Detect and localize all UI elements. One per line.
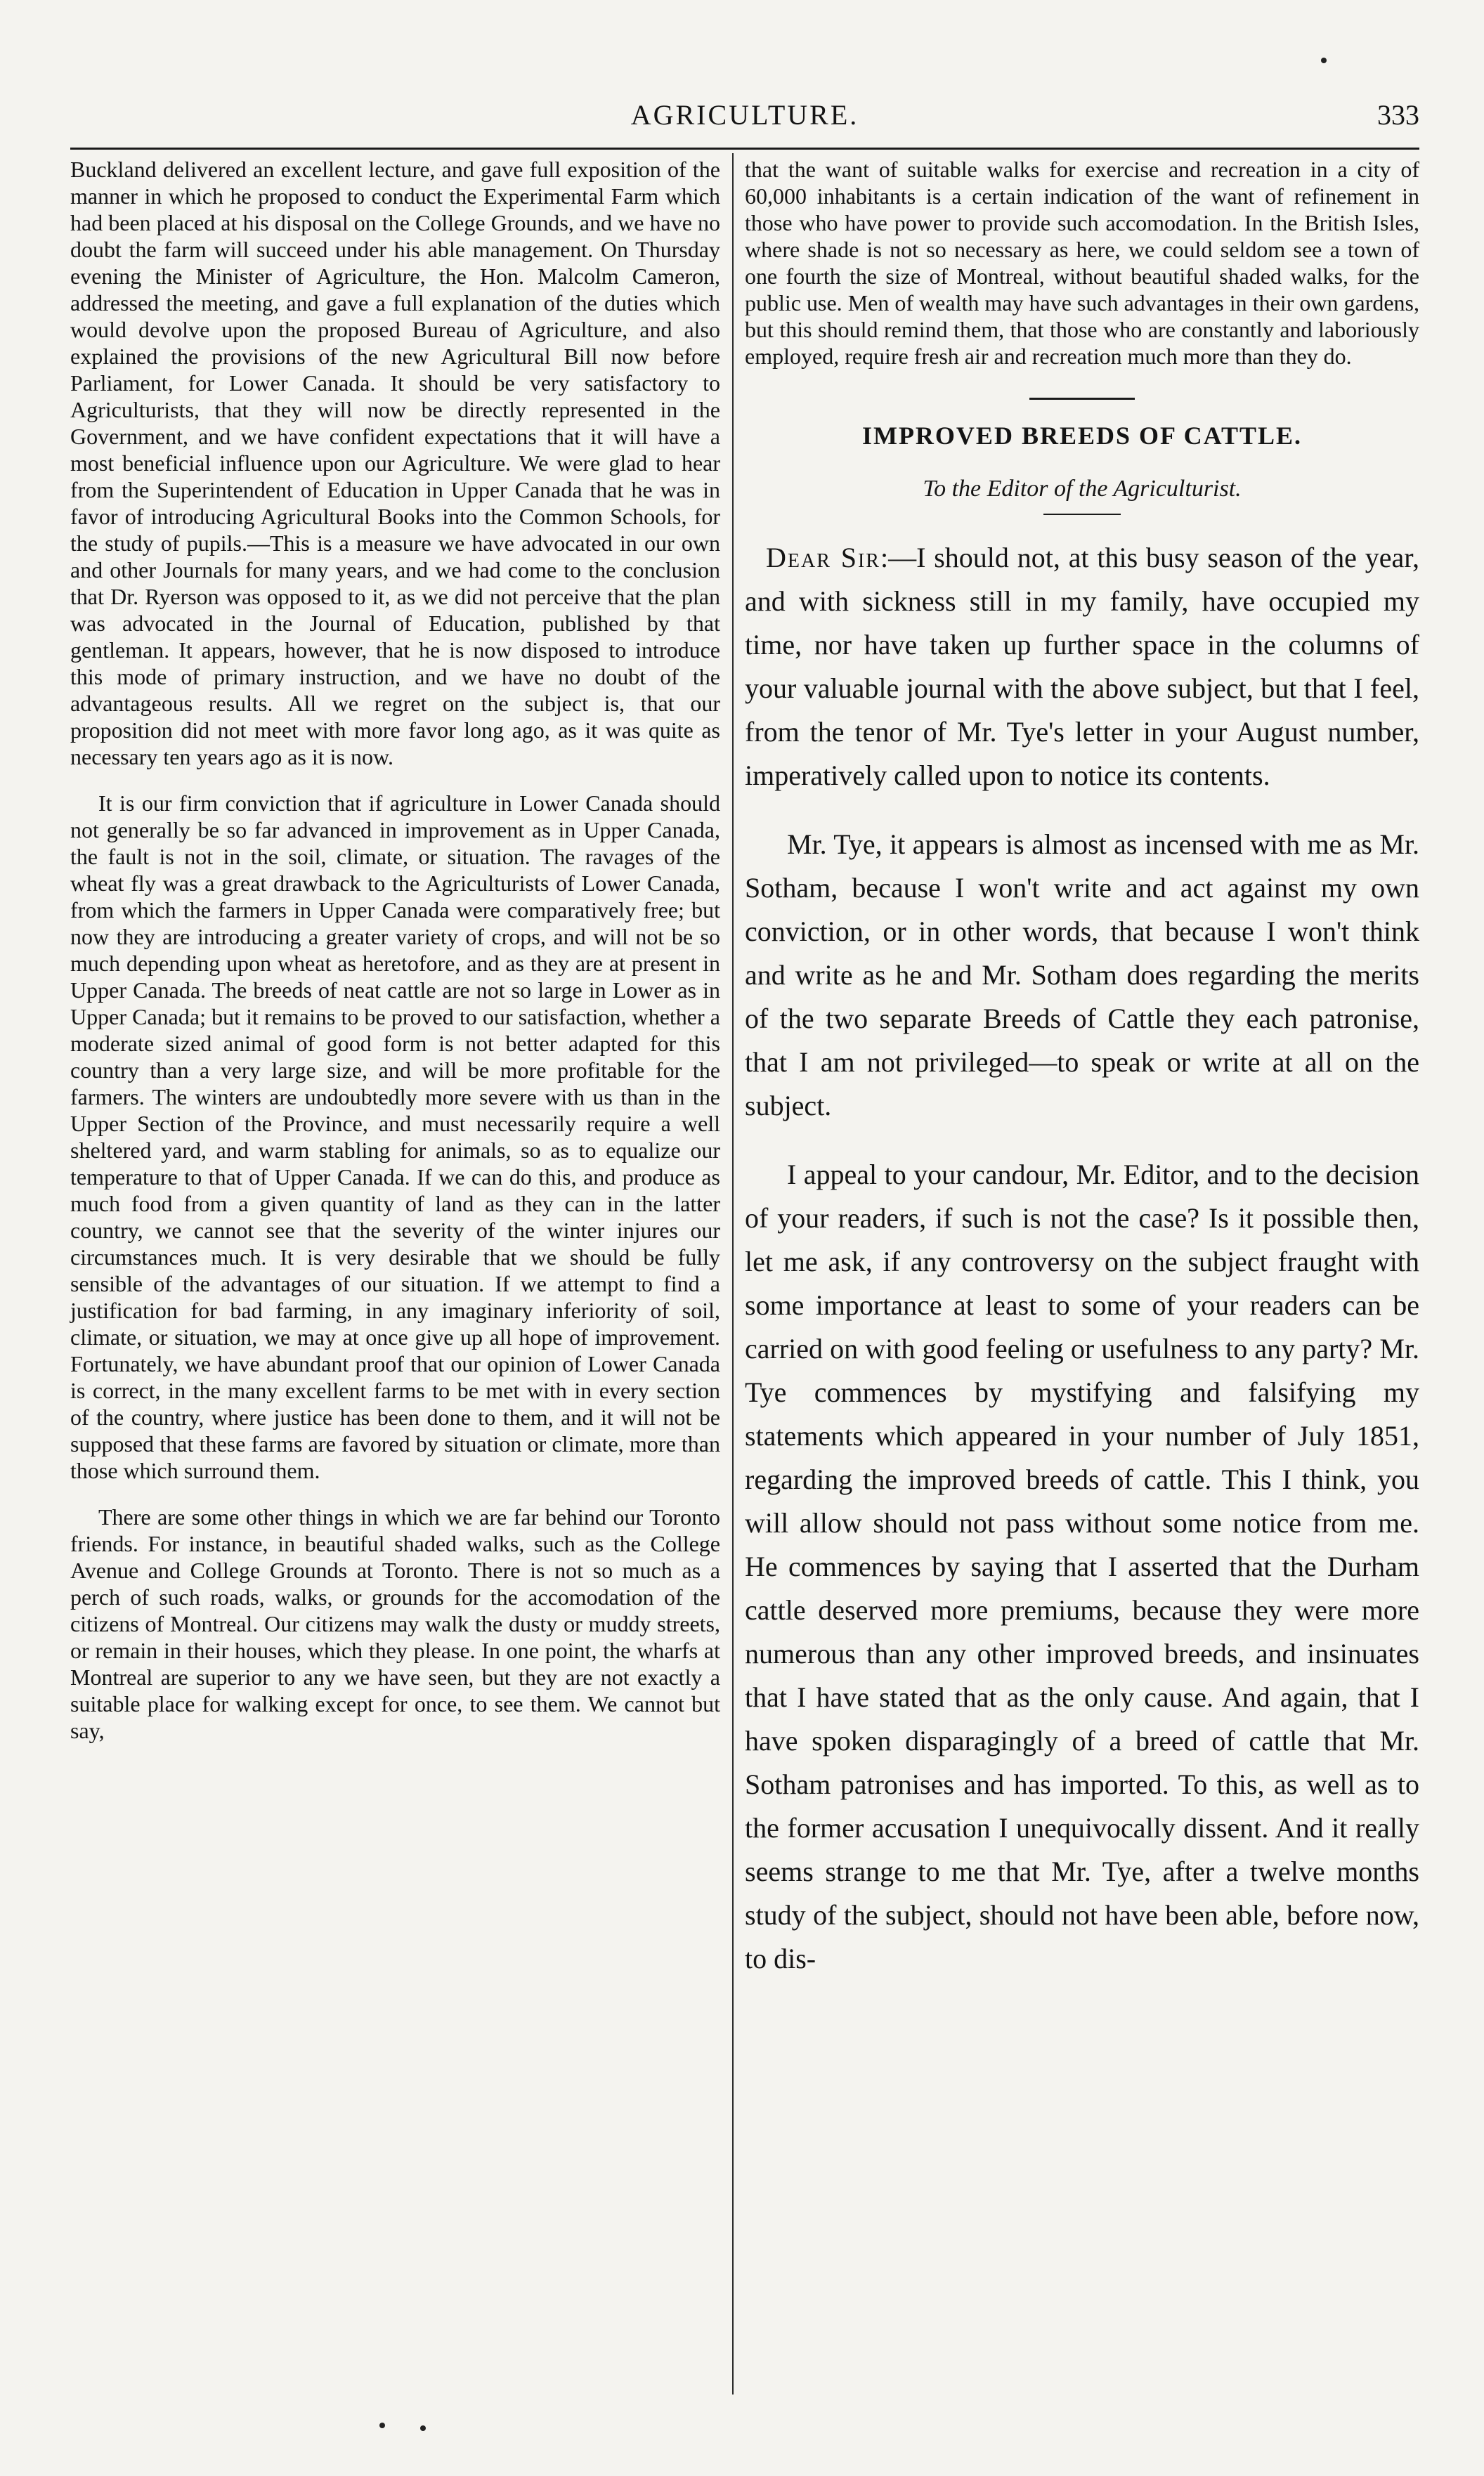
letter-paragraph: I appeal to your candour, Mr. Editor, and to the decision of your readers, if such is not the case? Is it possible then, let me ask, if any controversy on the subject fraught with some importance at least to some of your readers can be carried on with good feeling or usefulness to any party? Mr. Tye commences by mystifying and falsifying my statements which appeared in your number of July 1851, regarding the improved breeds of cattle. This I think, you will allow should not pass without some notice from me. He commences by saying that I asserted that the Durham cattle deserved more premiums, because they were more numerous than any other improved breeds, and insinuates that I have stated that as the only cause. And again, that I have spoken disparagingly of a breed of cattle that Mr. Sotham patronises and has imported. To this, as well as to the former accusation I unequivocally dissent. And it really seems strange to me that Mr. Tye, after a twelve months study of the subject, should not have been able, before now, to dis-: [745, 1159, 1419, 1974]
letter-paragraph: Mr. Tye, it appears is almost as incensed with me as Mr. Sotham, because I won't write and act against my own conviction, or in other words, that because I won't think and write as he and Mr. Sotham does regarding the merits of the two separate Breeds of Cattle they each patronise, that I am not privileged—to speak or write at all on the subject.: [745, 828, 1419, 1121]
section-rule: [1029, 398, 1135, 400]
running-title: AGRICULTURE.: [630, 99, 859, 131]
page-number: 333: [1377, 99, 1419, 131]
right-column: [745, 156, 1419, 2006]
page-header: [70, 98, 1419, 142]
letter-opening-text: :—I should not, at this busy season of the year, and with sickness still in my family, have occupied my time, nor have taken up further space in the columns of your valuable journal with the above subject, but that I feel, from the tenor of Mr. Tye's letter in your August number, imperatively called upon to notice its contents.: [745, 542, 1419, 791]
print-speck: [1321, 58, 1327, 63]
article-paragraph: Buckland delivered an excellent lecture, and gave full exposition of the manner in which he proposed to conduct the Experimental Farm which had been placed at his disposal on the College Grounds, and we have no doubt the farm will succeed under his able management. On Thursday evening the Minister of Agriculture, the Hon. Malcolm Cameron, addressed the meeting, and gave a full explanation of the duties which would devolve upon the proposed Bureau of Agriculture, and also explained the provisions of the new Agricultural Bill now before Parliament, for Lower Canada. It should be very satisfactory to Agriculturists, that they will now be directly represented in the Government, and we have confident expectations that it will have a most beneficial influence upon our Agriculture. We were glad to hear from the Superintendent of Education in Upper Canada that he was in favor of introducing Agricultural Books into the Common Schools, for the study of pupils.—This is a measure we have advocated in our own and other Journals for many years, and we had come to the conclusion that Dr. Ryerson was opposed to it, as we did not perceive that the plan was advocated in the Journal of Education, published by that gentleman. It appears, however, that he is now disposed to introduce this mode of primary instruction, and we have no doubt of the advantageous results. All we regret on the subject is, that our proposition did not meet with more favor long ago, as it was quite as necessary ten years ago as it is now.: [70, 157, 720, 769]
letter-paragraph: [745, 536, 1419, 797]
letter-salutation: Dear Sir: [766, 542, 880, 573]
article-paragraph: It is our firm conviction that if agriculture in Lower Canada should not generally be so far advanced in improvement as in Upper Canada, the fault is not in the soil, climate, or situation. The ravages of the wheat fly was a great drawback to the Agriculturists of Lower Canada, from which the farmers in Upper Canada were comparatively free; but now they are introducing a greater variety of crops, and will not be so much depending upon wheat as heretofore, and as they are at present in Upper Canada. The breeds of neat cattle are not so large in Lower as in Upper Canada; but it remains to be proved to our satisfaction, whether a moderate sized animal of good form is not better adapted for this country than a very large size, and will be more profitable for the farmers. The winters are undoubtedly more severe with us than in the Upper Section of the Province, and must necessarily require a well sheltered yard, and warm stabling for animals, so as to equalize our temperature to that of Upper Canada. If we can do this, and produce as much food from a given quantity of land as they can in the latter country, we cannot see that the severity of the winter injures our circumstances much. It is very desirable that we should be fully sensible of the advantages of our situation. If we attempt to find a justification for bad farming, in any imaginary inferiority of soil, climate, or situation, we may at once give up all hope of improvement. Fortunately, we have abundant proof that our opinion of Lower Canada is correct, in the many excellent farms to be met with in every section of the country, where justice has been done to them, and it will not be supposed that these farms are favored by situation or climate, more than those which surround them.: [70, 790, 720, 1483]
subheading-rule: [1043, 514, 1121, 515]
header-rule: [70, 148, 1419, 150]
article-paragraph: There are some other things in which we are far behind our Toronto friends. For instance, in beautiful shaded walks, such as the College Avenue and College Grounds at Toronto. There is not so much as a perch of such roads, walks, or grounds for the accomodation of the citizens of Montreal. Our citizens may walk the dusty or muddy streets, or remain in their houses, which they please. In one point, the wharfs at Montreal are superior to any we have seen, but they are not exactly a suitable place for walking except for once, to see them. We cannot but say,: [70, 1504, 720, 1743]
print-speck: [379, 2423, 385, 2428]
column-divider: [732, 153, 734, 2394]
section-heading: IMPROVED BREEDS OF CATTLE.: [861, 422, 1303, 450]
print-speck: [420, 2425, 426, 2431]
section-subheading: To the Editor of the Agriculturist.: [923, 476, 1242, 502]
left-column: [70, 156, 720, 1764]
article-continuation: that the want of suitable walks for exercise and recreation in a city of 60,000 inhabitants is a certain indication of the want of refinement in those who have power to provide such accomodation. In the British Isles, where shade is not so necessary as here, we could seldom see a town of one fourth the size of Montreal, without beautiful shaded walks, for the public use. Men of wealth may have such advantages in their own gardens, but this should remind them, that those who are constantly and laboriously employed, require fresh air and recreation much more than they do.: [745, 157, 1419, 369]
